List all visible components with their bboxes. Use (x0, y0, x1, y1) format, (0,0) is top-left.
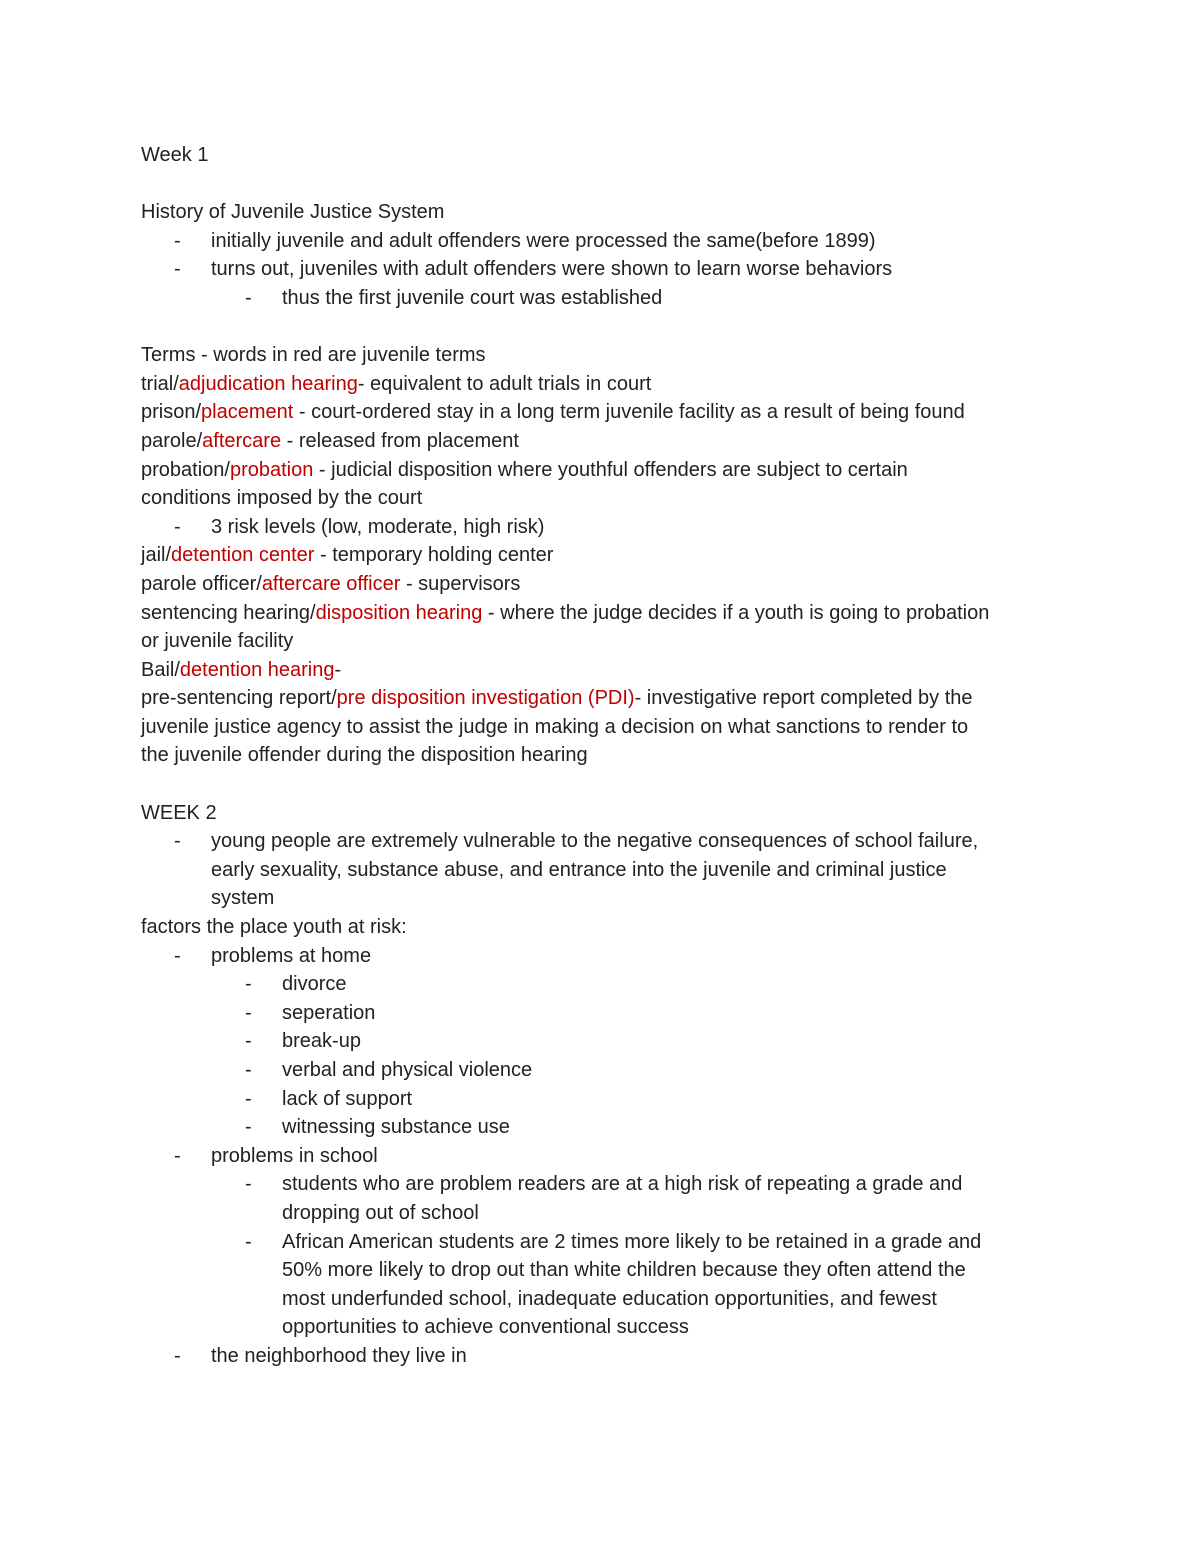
week1-heading: Week 1 (141, 144, 209, 166)
term-probation-cont: conditions imposed by the court (141, 487, 423, 510)
list-item: - 3 risk levels (low, moderate, high risk) (174, 515, 545, 538)
term-probation: probation/probation - judicial disposition where youthful offenders are subject to certain (141, 458, 908, 481)
list-item: - seperation (245, 1001, 376, 1024)
document-body (141, 141, 1061, 1371)
list-item: - problems at home (174, 944, 372, 967)
term-trial: trial/adjudication hearing- equivalent to adult trials in court (141, 372, 652, 395)
list-item: - turns out, juveniles with adult offenders were shown to learn worse behaviors (174, 258, 893, 281)
list-item-cont: 50% more likely to drop out than white children because they often attend the (282, 1259, 966, 1282)
term-parole-officer: parole officer/aftercare officer - supervisors (141, 572, 521, 595)
list-item: - thus the first juvenile court was established (245, 286, 663, 309)
term-bail: Bail/detention hearing- (141, 658, 342, 681)
list-item: - African American students are 2 times more likely to be retained in a grade and (245, 1230, 982, 1253)
list-item-cont: opportunities to achieve conventional success (282, 1316, 689, 1339)
week2-heading: WEEK 2 (141, 801, 217, 824)
term-sentencing-cont: or juvenile facility (141, 630, 294, 653)
list-item: - problems in school (174, 1144, 378, 1167)
list-item: - initially juvenile and adult offenders were processed the same(before 1899) (174, 229, 876, 252)
list-item: - students who are problem readers are at a high risk of repeating a grade and (245, 1173, 963, 1196)
term-presentencing-cont: the juvenile offender during the disposition hearing (141, 744, 588, 767)
list-item-cont: system (211, 887, 275, 910)
list-item: - break-up (245, 1030, 361, 1053)
term-jail: jail/detention center - temporary holding center (141, 544, 554, 567)
list-item: - young people are extremely vulnerable to the negative consequences of school failure, (174, 830, 979, 853)
list-item-cont: dropping out of school (282, 1201, 479, 1224)
list-item: - witnessing substance use (245, 1116, 510, 1139)
term-sentencing: sentencing hearing/disposition hearing - where the judge decides if a youth is going to probation (141, 601, 990, 624)
term-presentencing: pre-sentencing report/pre disposition investigation (PDI)- investigative report completed by the (141, 687, 973, 710)
list-item: - the neighborhood they live in (174, 1344, 467, 1367)
list-item: - divorce (245, 973, 347, 996)
factors-title: factors the place youth at risk: (141, 916, 407, 939)
term-prison: prison/placement - court-ordered stay in a long term juvenile facility as a result of being found (141, 401, 965, 424)
list-item-cont: most underfunded school, inadequate education opportunities, and fewest (282, 1287, 937, 1310)
terms-intro: Terms - words in red are juvenile terms (141, 344, 486, 367)
term-presentencing-cont: juvenile justice agency to assist the judge in making a decision on what sanctions to render to (141, 715, 969, 738)
list-item: - lack of support (245, 1087, 413, 1110)
term-parole: parole/aftercare - released from placement (141, 429, 519, 452)
list-item-cont: early sexuality, substance abuse, and entrance into the juvenile and criminal justice (211, 858, 947, 881)
history-title: History of Juvenile Justice System (141, 201, 445, 224)
list-item: - verbal and physical violence (245, 1059, 533, 1081)
